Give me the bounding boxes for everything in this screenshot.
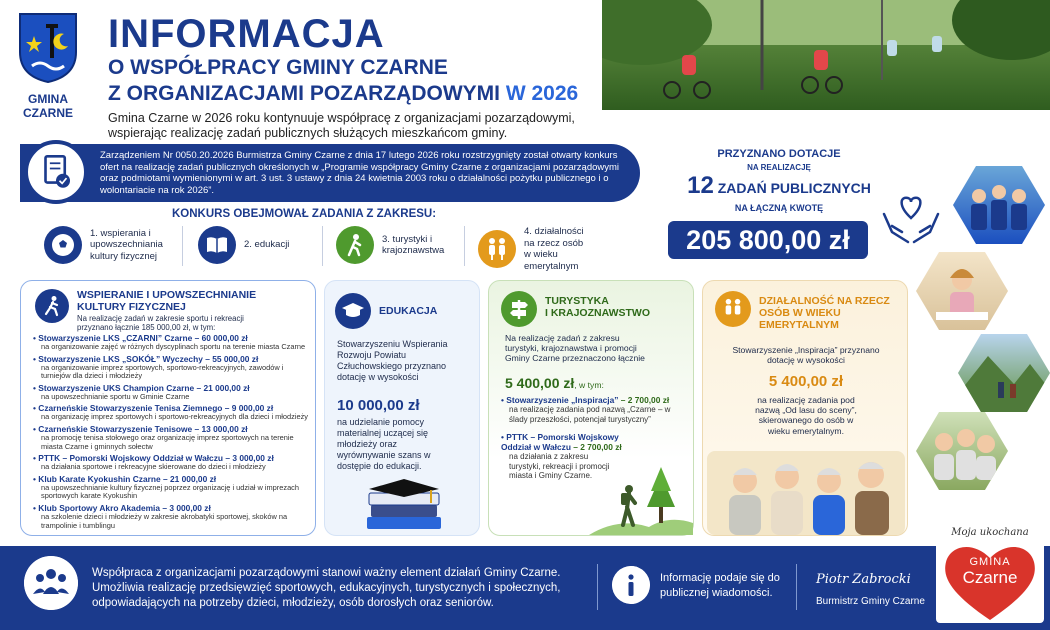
scope-title: KONKURS OBEJMOWAŁ ZADANIA Z ZAKRESU: (172, 208, 437, 220)
info-icon (612, 566, 650, 604)
footer-info-text: Informację podaje się do publicznej wiadomości. (660, 572, 780, 599)
subtitle-text: Z ORGANIZACJAMI POZARZĄDOWYMI (108, 82, 500, 105)
grant-tasks-label: ZADAŃ PUBLICZNYCH (717, 180, 871, 196)
grant-line-3 (654, 172, 904, 200)
mountain-hikers-illustration (958, 334, 1050, 412)
list-item (33, 383, 309, 402)
org-desc: na realizację zadania pod nazwą „Czarne – w ślady przeszłości, potencjał turystyczny” (509, 405, 671, 424)
org-desc: na organizowanie zajęć w różnych dyscyplinach sportu na terenie miasta Czarne (41, 342, 306, 351)
card-education-title: EDUKACJA (379, 305, 438, 317)
mountain-hikers-photo (958, 334, 1050, 412)
card-education-amount: 10 000,00 zł (337, 397, 420, 414)
logo-tagline: Moja ukochana (951, 527, 1029, 538)
gmina-label (14, 92, 82, 120)
student-photo (916, 252, 1008, 330)
card-tourism (488, 280, 694, 536)
card-seniors-desc: na realizację zadania pod nazwą „Od lasu do sceny”, skierowanego do osób w wieku emerytalnym. (755, 395, 857, 436)
org-desc: na upowszechnianie kultury fizycznej poprzez organizację i udział w imprezach sportowych karate Kyokushin (41, 482, 299, 501)
org-amount: – 2 700,00 zł (620, 395, 670, 405)
org-amount: – 55 000,00 zł (205, 353, 259, 364)
org-amount: – 3 000,00 zł (225, 453, 274, 464)
card-tourism-title (545, 295, 650, 319)
runner-icon (35, 289, 69, 323)
mayor-signature: Piotr Zabrocki (816, 572, 911, 587)
grant-line-1: PRZYZNANO DOTACJE (717, 148, 841, 160)
scope-item-education (198, 226, 314, 264)
page-title: INFORMACJA (108, 12, 385, 56)
card-seniors-text: Stowarzyszenie „Inspiracja” przyznano dotację w wysokości (732, 345, 880, 366)
org-amount: – 3 000,00 zł (162, 502, 211, 513)
card-tourism-amount-suffix: , w tym: (574, 380, 604, 390)
card-tourism-title-1: TURYSTYKA (545, 295, 609, 307)
scope-item-tourism (336, 226, 462, 264)
org-desc: na organizację imprez sportowych i sportowo-rekreacyjnych dla dzieci i młodzieży (41, 412, 308, 422)
grant-line-4: NA ŁĄCZNĄ KWOTĘ (734, 203, 824, 213)
org-name: Stowarzyszenie „Inspiracja” (506, 395, 619, 405)
list-item (33, 453, 309, 472)
card-sport-intro: Na realizację zadań w zakresie sportu i rekreacji przyznano łącznie 185 000,00 zł, w tym: (77, 314, 244, 332)
seniors-group-photo (916, 412, 1008, 490)
org-amount: – 21 000,00 zł (196, 382, 250, 393)
org-name: PTTK – Pomorski Wojskowy Oddział w Wałczu (38, 453, 224, 464)
divider (322, 226, 323, 266)
card-seniors-amount: 5 400,00 zł (768, 373, 844, 390)
divider (464, 226, 465, 266)
logo-gmina: GMINA (969, 556, 1011, 568)
logo-czarne: Czarne (962, 568, 1018, 587)
book-icon (198, 226, 236, 264)
org-name: Klub Sportowy Akro Akademia (38, 502, 161, 513)
list-item (33, 403, 309, 422)
list-item (33, 474, 309, 501)
soccer-ball-icon (44, 226, 82, 264)
org-desc: na organizowanie imprez sportowych, sportowo-rekreacyjnych, zawodów i turniejów dla dzieci i młodzieży (41, 362, 284, 381)
org-name: Stowarzyszenie UKS Champion Czarne (38, 382, 195, 393)
org-amount: – 21 000,00 zł (163, 473, 217, 484)
list-item (33, 354, 309, 381)
scope-item-sport (44, 226, 176, 264)
card-sport-title-1: WSPIERANIE I UPOWSZECHNIANIE (77, 289, 257, 301)
scope-item-label: 3. turystyki i krajoznawstwa (382, 233, 445, 256)
org-name: Stowarzyszenie LKS „SOKÓŁ” Wyczechy (38, 353, 203, 364)
intro-text: Gmina Czarne w 2026 roku kontynuuje współpracę z organizacjami pozarządowymi, wspierając realizację zadań publicznych służących mieszkańcom gminy. (108, 111, 575, 140)
document-check-icon (24, 140, 88, 204)
org-desc: na działania z zakresu turystyki, rekreacji i promocji miasta i Gminy Czarne. (509, 452, 610, 481)
seniors-photo (707, 451, 905, 535)
org-amount: – 60 000,00 zł (194, 333, 248, 343)
kids-sports-illustration (953, 166, 1045, 244)
card-tourism-intro: Na realizację zadań z zakresu turystyki, krajoznawstwa i promocji Gminy Czarne przeznaczono łącznie (505, 333, 645, 364)
hiker-icon (336, 226, 374, 264)
org-amount: – 2 700,00 zł (573, 442, 622, 453)
scope-item-seniors (478, 226, 590, 272)
student-illustration (916, 252, 1008, 330)
org-desc: na działania sportowe i rekreacyjne skierowane do dzieci i młodzieży (41, 462, 266, 472)
org-name: PTTK – Pomorski Wojskowy Oddział w Wałczu (501, 432, 619, 453)
list-item (33, 424, 309, 451)
seniors-group-illustration (916, 412, 1008, 490)
card-tourism-title-2: I KRAJOZNAWSTWO (545, 307, 650, 319)
card-education-desc: na udzielanie pomocy materialnej uczącej się młodzieży oraz wyrównywanie szans w dostępie do edukacji. (337, 417, 431, 471)
card-tourism-amount: 5 400,00 zł (505, 375, 575, 391)
list-item (33, 503, 309, 530)
announcement-text: Zarządzeniem Nr 0050.20.2026 Burmistrza Gminy Czarne z dnia 17 lutego 2026 roku rozstrzygnięty został otwarty konkurs ofert na realizację zadań publicznych określonych w „Programie współpracy Gminy Czarne z organizacjami pozarządowymi oraz podmiotami wymienionymi w art. 3 ust. 3 ustawy z dnia 24 kwietnia 2003 roku o działalności pożytku publicznego i o wolontariacie na rok 2026”. (100, 150, 620, 196)
org-name: Stowarzyszenie LKS „CZARNI” Czarne (38, 333, 193, 343)
card-seniors-title-2: OSÓB W WIEKU EMERYTALNYM (759, 307, 841, 331)
card-seniors (702, 280, 908, 536)
org-amount: – 13 000,00 zł (194, 423, 248, 434)
page-subtitle-1: O WSPÓŁPRACY GMINY CZARNE (108, 56, 448, 79)
graduation-cap-icon (335, 293, 371, 329)
card-education (324, 280, 480, 536)
footer-divider (796, 564, 797, 610)
cyclists-photo (602, 0, 1050, 110)
org-desc: na szkolenie dzieci i młodzieży w zakresie akrobatyki sportowej, skoków na trampolinie i tumblingu (41, 511, 288, 530)
org-desc: na upowszechnianie sportu w Gminie Czarne (41, 391, 190, 401)
org-desc: na promocję tenisa stołowego oraz organizację imprez sportowych na terenie miasta Czarne i gminnych sołectw (41, 432, 294, 451)
hiker-forest-illustration (589, 467, 693, 535)
hands-heart-icon (878, 188, 944, 248)
list-item (501, 395, 683, 424)
gmina-crest-icon (18, 12, 78, 84)
card-sport-list (33, 333, 309, 532)
card-education-text: Stowarzyszeniu Wspierania Rozwoju Powiatu Człuchowskiego przyznano dotację w wysokości (337, 339, 448, 382)
books-cap-illustration (361, 479, 447, 533)
card-sport (20, 280, 316, 536)
card-sport-title (77, 289, 256, 313)
people-group-icon (24, 556, 78, 610)
mayor-role: Burmistrz Gminy Czarne (816, 596, 925, 607)
footer-text: Współpraca z organizacjami pozarządowymi stanowi ważny element działań Gminy Czarne. Umożliwia realizację przedsięwzięć sportowych, edukacyjnych, turystycznych i społecznych, odpowiadających na potrzeby dzieci, młodzieży, osób dorosłych oraz seniorów. (92, 567, 561, 609)
org-name: Klub Karate Kyokushin Czarne (38, 473, 161, 484)
card-seniors-title (759, 295, 907, 331)
scope-item-label: 4. działalności na rzecz osób w wieku emerytalnym (524, 226, 584, 272)
scope-item-label: 1. wspierania i upowszechniania kultury fizycznej (90, 227, 163, 262)
card-seniors-title-1: DZIAŁALNOŚĆ NA RZECZ (759, 295, 890, 307)
card-tourism-amount-line (505, 375, 604, 393)
grant-count: 12 (687, 172, 714, 199)
seniors-icon (715, 291, 751, 327)
org-amount: – 9 000,00 zł (224, 403, 274, 414)
list-item (33, 333, 309, 352)
page-subtitle-2 (108, 82, 578, 106)
card-sport-title-2: KULTURY FIZYCZNEJ (77, 301, 186, 313)
grant-line-2: NA REALIZACJĘ (747, 163, 811, 172)
org-name: Czarneńskie Stowarzyszenie Tenisa Ziemnego (38, 403, 223, 414)
grant-total-amount: 205 800,00 zł (668, 221, 868, 259)
org-name: Czarneńskie Stowarzyszenie Tenisowe (38, 423, 193, 434)
signpost-icon (501, 291, 537, 327)
footer-divider (597, 564, 598, 610)
gmina-label-line2: CZARNE (23, 106, 73, 120)
scope-item-label: 2. edukacji (244, 239, 290, 251)
kids-sports-photo (953, 166, 1045, 244)
divider (182, 226, 183, 266)
gmina-label-line1: GMINA (28, 92, 68, 106)
seniors-icon (478, 230, 516, 268)
subtitle-year: W 2026 (505, 82, 579, 105)
